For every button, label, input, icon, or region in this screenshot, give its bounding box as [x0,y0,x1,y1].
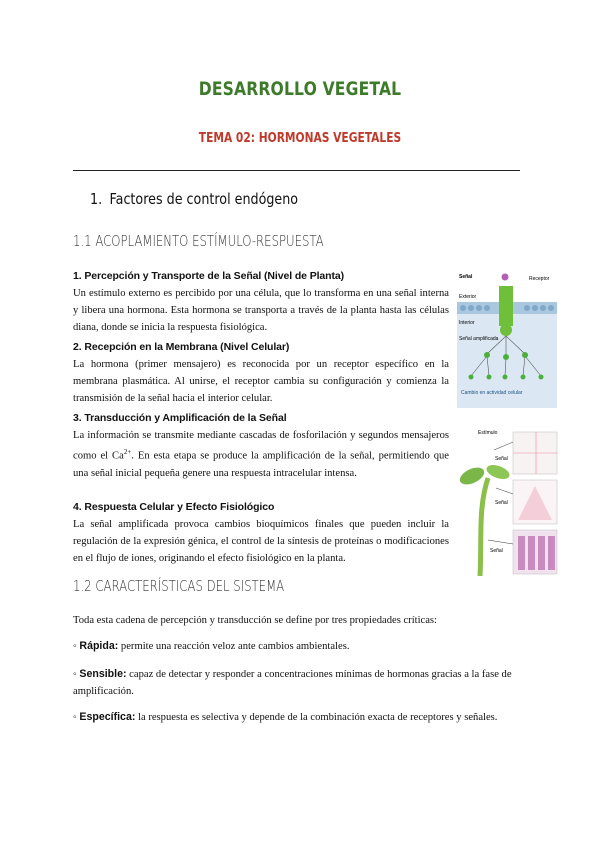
page-title: DESARROLLO VEGETAL [198,78,402,100]
fig1-label-amplified: Señal amplificada [459,336,499,342]
bullet-label: Específica: [79,711,136,723]
receptor-icon [499,286,513,326]
fig1-caption: Cambio en actividad celular [461,390,523,396]
item-heading: 2. Recepción en la Membrana (Nivel Celular) [73,341,290,353]
item-heading: 1. Percepción y Transporte de la Señal (Nivel de Planta) [73,270,344,282]
hormone-icon [502,274,509,281]
section-title: Factores de control endógeno [109,190,299,208]
fig1-label-receptor: Receptor [529,276,550,282]
bullet-label: Sensible: [79,668,127,680]
fig2-label-stimulus: Estímulo [478,430,498,436]
item-text [73,427,449,482]
item-perception [73,268,449,336]
fig1-label-interior: Interior [459,320,475,326]
fig2-label-signal-3: Señal [490,548,503,554]
fig2-label-signal-2: Señal [495,500,508,506]
seedling-figure [458,428,560,576]
item-text-part: La información se transmite mediante cascadas de fosforilación y segundos mensajeros como el Ca [73,430,449,462]
item-heading: 4. Respuesta Celular y Efecto Fisiológico [73,501,275,513]
item-text-part: . En esta etapa se produce la amplificación de la señal, permitiendo que una señal inicial pequeña genere una respuesta intracelular intensa. [73,450,450,479]
bullet-label: Rápida: [79,640,119,652]
signal-transduction-figure [457,268,557,408]
section-number: 1. [90,190,103,208]
section-heading [90,190,298,208]
bullet-text: capaz de detectar y responder a concentraciones mínimas de hormonas gracias a la fase de amplificación. [73,669,512,697]
subsection-1-2-title: 1.2 CARACTERÍSTICAS DEL SISTEMA [73,577,285,595]
item-reception [73,339,449,407]
item-transduction [73,410,449,482]
item-heading: 3. Transducción y Amplificación de la Señal [73,412,287,424]
bullet-sensible [73,666,523,700]
item-response [73,499,449,567]
bullet-marker: ◦ [73,641,77,652]
bullet-text: permite una reacción veloz ante cambios ambientales. [118,641,350,652]
bullet-rapida [73,638,523,655]
bullet-marker: ◦ [73,669,77,680]
item-text: La señal amplificada provoca cambios bioquímicos finales que pueden incluir la regulación de la expresión génica, el control de la síntesis de proteínas o modificaciones en el flujo de iones, originando el efecto fisiológico en la planta. [73,519,449,564]
fig1-label-exterior: Exterior [459,294,477,300]
subsection-1-1-title: 1.1 ACOPLAMIENTO ESTÍMULO-RESPUESTA [73,232,324,250]
properties-intro: Toda esta cadena de percepción y transducción se define por tres propiedades críticas: [73,615,437,626]
superscript: 2+ [123,448,132,456]
fig1-label-signal: Señal [459,274,473,280]
page-subtitle: TEMA 02: HORMONAS VEGETALES [198,131,402,146]
fig2-label-signal-1: Señal [495,456,508,462]
divider [73,170,520,171]
bullet-especifica [73,709,523,726]
item-text: La hormona (primer mensajero) es reconocida por un receptor específico en la membrana plasmática. Al unirse, el receptor cambia su configuración y comienza la transmisión de la señal hacia el interior celular. [73,359,449,404]
bullet-text: la respuesta es selectiva y depende de la combinación exacta de receptores y señales. [135,712,498,723]
bullet-marker: ◦ [73,712,77,723]
item-text: Un estímulo externo es percibido por una célula, que lo transforma en una señal interna y libera una hormona. Esta hormona se transporta a través de la planta hasta las células diana, donde se inicia la respuesta fisiológica. [73,288,449,333]
